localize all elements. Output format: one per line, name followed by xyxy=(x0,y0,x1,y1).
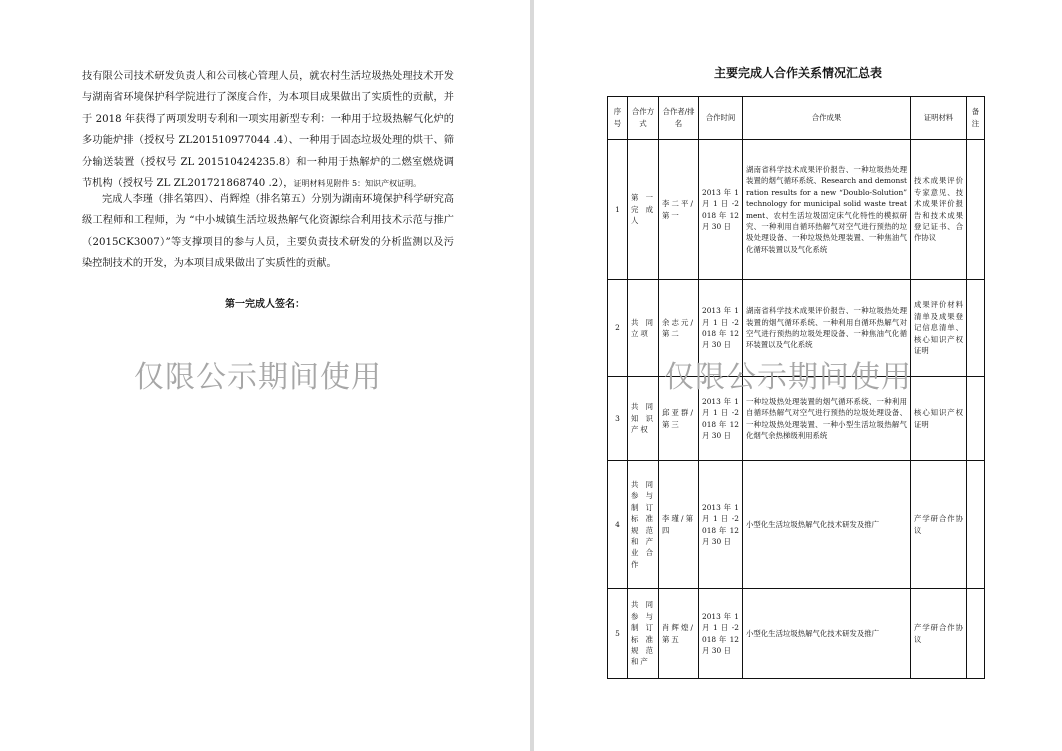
cell-seq: 2 xyxy=(608,280,628,377)
cell-mode: 共同知识产权 xyxy=(628,377,659,461)
paragraph-contribution-1 xyxy=(82,66,454,194)
cell-partner: 邱亚群/第三 xyxy=(659,377,699,461)
cell-time: 2013 年 1 月 1 日 -2018 年 12 月 30 日 xyxy=(699,140,743,280)
cell-evidence: 技术成果评价专家意见、技术成果评价报告和技术成果登记证书、合作协议 xyxy=(911,140,967,280)
header-mode: 合作方式 xyxy=(628,97,659,140)
cell-mode: 共同参与制订标准规范和产业合作 xyxy=(628,461,659,589)
watermark: 仅限公示期间使用 xyxy=(134,360,382,395)
table-row xyxy=(608,140,985,280)
cell-result: 一种垃圾热处理装置的烟气循环系统、一种利用自循环热解气对空气进行预热的垃圾处理设备、一种垃圾热处理装置、一种小型生活垃圾热解气化烟气余热梯级利用系统 xyxy=(743,377,911,461)
cell-partner: 余志元/第二 xyxy=(659,280,699,377)
cell-evidence: 核心知识产权证明 xyxy=(911,377,967,461)
cell-partner: 肖辉煌/第五 xyxy=(659,589,699,679)
cell-note xyxy=(967,377,985,461)
cell-time: 2013 年 1 月 1 日 -2018 年 12 月 30 日 xyxy=(699,589,743,679)
cell-result: 湖南省科学技术成果评价报告、一种垃圾热处理装置的烟气循环系统、Research and demonstration results for a new “Doublo-Solution” technology for municipal solid waste treatment、农村生活垃圾固定床气化特性的模拟研究、一种利用自循环热解气对空气进行预热的垃圾处理设备、一种垃圾热处理装置、一种焦油气化循环装置以及气化系统 xyxy=(743,140,911,280)
cell-evidence: 成果评价材料清单及成果登记信息清单、核心知识产权证明 xyxy=(911,280,967,377)
right-page xyxy=(534,0,1062,751)
cell-time: 2013 年 1 月 1 日 -2018 年 12 月 30 日 xyxy=(699,280,743,377)
cell-result: 小型化生活垃圾热解气化技术研发及推广 xyxy=(743,589,911,679)
cell-evidence: 产学研合作协议 xyxy=(911,589,967,679)
left-page xyxy=(0,0,530,751)
cell-seq: 4 xyxy=(608,461,628,589)
watermark: 仅限公示期间使用 xyxy=(664,360,912,395)
header-evidence: 证明材料 xyxy=(911,97,967,140)
cell-note xyxy=(967,461,985,589)
table-header-row xyxy=(608,97,985,140)
header-partner: 合作者/排名 xyxy=(659,97,699,140)
signature-label: 第一完成人签名： xyxy=(225,299,305,310)
cell-time: 2013 年 1 月 1 日 -2018 年 12 月 30 日 xyxy=(699,377,743,461)
header-seq: 序号 xyxy=(608,97,628,140)
cell-partner: 李二平/第一 xyxy=(659,140,699,280)
header-time: 合作时间 xyxy=(699,97,743,140)
cell-result: 湖南省科学技术成果评价报告、一种垃圾热处理装置的烟气循环系统、一种利用自循环热解气对空气进行预热的垃圾处理设备、一种焦油气化循环装置以及气化系统 xyxy=(743,280,911,377)
cell-result: 小型化生活垃圾热解气化技术研发及推广 xyxy=(743,461,911,589)
cell-seq: 1 xyxy=(608,140,628,280)
cell-seq: 5 xyxy=(608,589,628,679)
cell-mode: 共同参与制订标准规范和产 xyxy=(628,589,659,679)
cell-note xyxy=(967,280,985,377)
evidence-note: 证明材料见附件 5：知识产权证明。 xyxy=(293,179,422,189)
cell-partner: 李瑾/第四 xyxy=(659,461,699,589)
table-row xyxy=(608,589,985,679)
cell-time: 2013 年 1 月 1 日 -2018 年 12 月 30 日 xyxy=(699,461,743,589)
cell-note xyxy=(967,140,985,280)
table-title: 主要完成人合作关系情况汇总表 xyxy=(713,66,882,80)
paragraph-contribution-2: 完成人李瑾（排名第四）、肖辉煌（排名第五）分别为湖南环境保护科学研究高级工程师和工程师，为 “中小城镇生活垃圾热解气化资源综合利用技术示范与推广（2015CK3007）”等支撑项目的参与人员，主要负责技术研发的分析监测以及污染控制技术的开发，为本项目成果做出了实质性的贡献。 xyxy=(82,194,454,270)
paragraph-contribution-1-text: 技有限公司技术研发负责人和公司核心管理人员，就农村生活垃圾热处理技术开发与湖南省环境保护科学院进行了深度合作，为本项目成果做出了实质性的贡献，并于 2018 年获得了两项发明专利和一项实用新型专利：一种用于垃圾热解气化炉的多功能炉排（授权号 ZL201510977044 .4）、一种用于固态垃圾处理的烘干、筛分输送装置（授权号 ZL 201510424235.8）和一种用于热解炉的二燃室燃烧调节机构（授权号 ZL ZL201721868740 .2）， xyxy=(82,71,454,190)
header-result: 合作成果 xyxy=(743,97,911,140)
table-row xyxy=(608,461,985,589)
header-note: 备注 xyxy=(967,97,985,140)
cell-evidence: 产学研合作协议 xyxy=(911,461,967,589)
cell-note xyxy=(967,589,985,679)
cell-mode: 第一完成人 xyxy=(628,140,659,280)
cell-seq: 3 xyxy=(608,377,628,461)
cell-mode: 共同立项 xyxy=(628,280,659,377)
